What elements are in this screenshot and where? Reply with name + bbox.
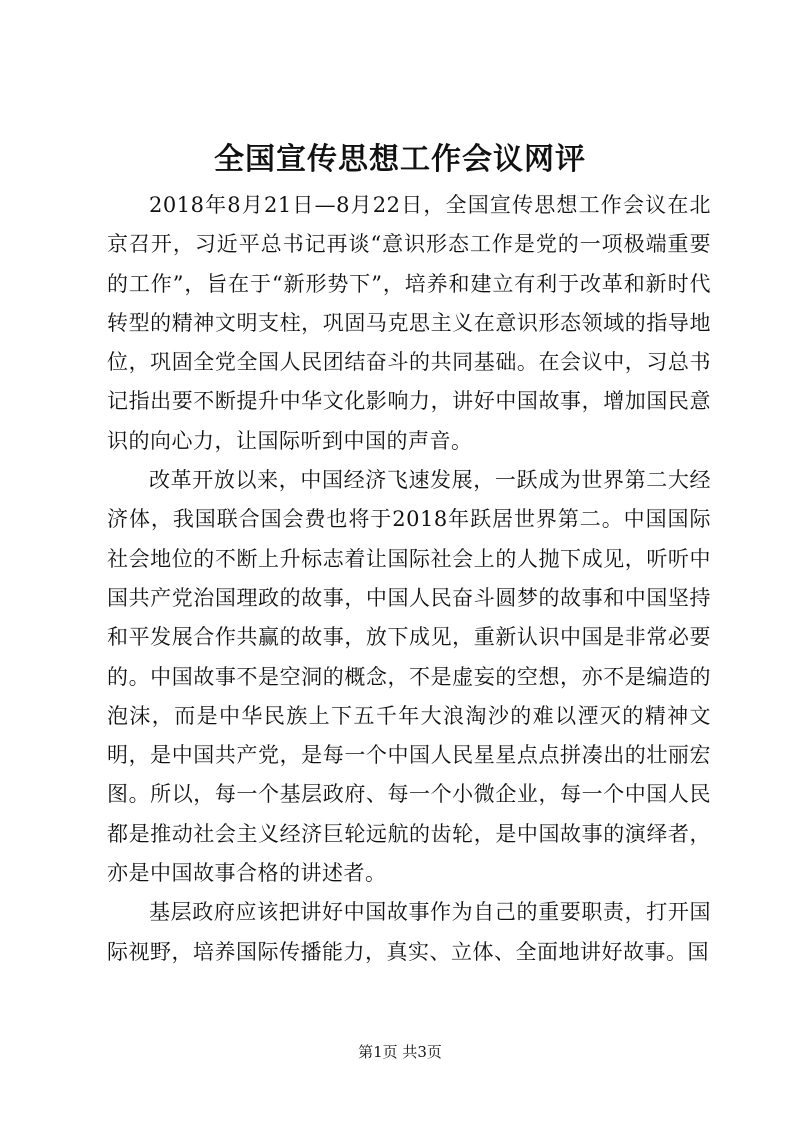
document-body	[107, 186, 711, 972]
document-title: 全国宣传思想工作会议网评	[214, 142, 586, 177]
page-footer: 第1页 共3页	[358, 1043, 442, 1061]
paragraph: 改革开放以来，中国经济飞速发展，一跃成为世界第二大经济体，我国联合国会费也将于2018年跃居世界第二。中国国际社会地位的不断上升标志着让国际社会上的人抛下成见，听听中国共产党治国理政的故事，中国人民奋斗圆梦的故事和中国坚持和平发展合作共赢的故事，放下成见，重新认识中国是非常必要的。中国故事不是空洞的概念，不是虚妄的空想，亦不是编造的泡沫，而是中华民族上下五千年大浪淘沙的难以湮灭的精神文明，是中国共产党，是每一个中国人民星星点点拼凑出的壮丽宏图。所以，每一个基层政府、每一个小微企业，每一个中国人民都是推动社会主义经济巨轮远航的齿轮，是中国故事的演绎者，亦是中国故事合格的讲述者。	[107, 468, 711, 886]
paragraph: 基层政府应该把讲好中国故事作为自己的重要职责，打开国际视野，培养国际传播能力，真实、立体、全面地讲好故事。国	[107, 900, 711, 964]
paragraph: 2018年8月21日—8月22日，全国宣传思想工作会议在北京召开，习近平总书记再谈“意识形态工作是党的一项极端重要的工作”，旨在于“新形势下”，培养和建立有利于改革和新时代转型的精神文明支柱，巩固马克思主义在意识形态领域的指导地位，巩固全党全国人民团结奋斗的共同基础。在会议中，习总书记指出要不断提升中华文化影响力，讲好中国故事，增加国民意识的向心力，让国际听到中国的声音。	[107, 193, 711, 453]
